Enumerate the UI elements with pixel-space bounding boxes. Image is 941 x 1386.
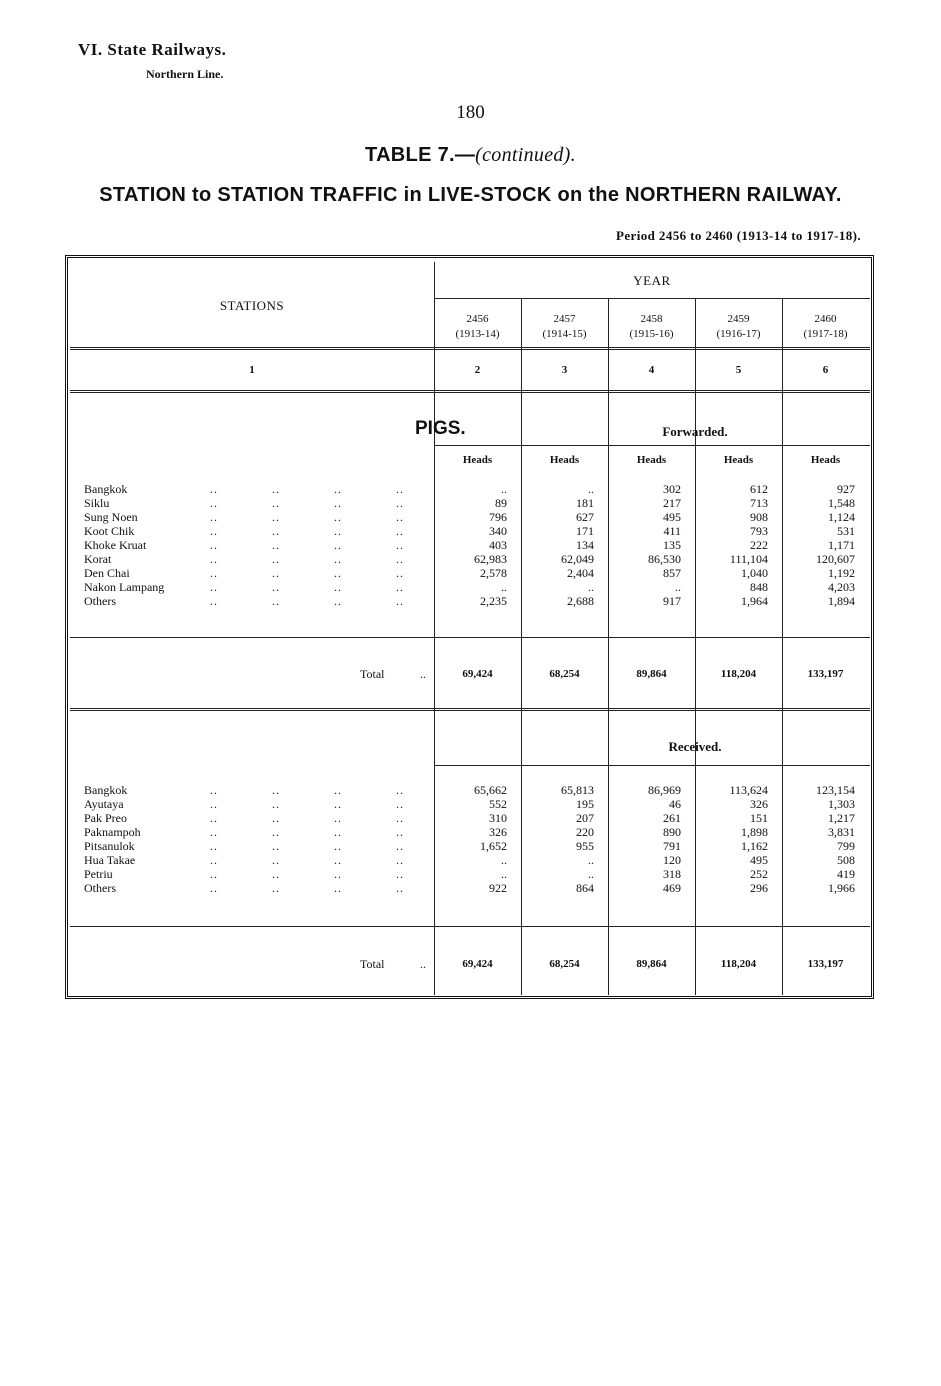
- received-value-cell: 86,969: [648, 783, 681, 797]
- forwarded-label: Forwarded.: [662, 424, 728, 439]
- table-title-prefix: TABLE 7.—: [365, 144, 476, 166]
- year-rule: [434, 298, 870, 299]
- received-value-cell: 46: [669, 797, 681, 811]
- forwarded-value-cell: 62,049: [561, 552, 594, 566]
- received-leader-dots: .. .. .. ..: [210, 853, 404, 867]
- main-title: STATION to STATION TRAFFIC in LIVE-STOCK on the NORTHERN RAILWAY.: [99, 184, 842, 206]
- received-value-cell: 123,154: [816, 783, 855, 797]
- forwarded-total-cell: 118,204: [720, 668, 757, 680]
- line-subheading: Northern Line.: [146, 67, 224, 81]
- section-heading: VI. State Railways.: [78, 40, 227, 59]
- received-value-cell: 310: [489, 811, 507, 825]
- forwarded-value-cell: 927: [837, 482, 855, 496]
- forwarded-station-name: Nakon Lampang: [84, 580, 165, 594]
- received-value-cell: 469: [663, 881, 681, 895]
- forwarded-value-cell: 793: [750, 524, 768, 538]
- received-value-cell: 955: [576, 839, 594, 853]
- forwarded-leader-dots: .. .. .. ..: [210, 482, 404, 496]
- received-value-cell: 1,898: [741, 825, 768, 839]
- received-leader-dots: .. .. .. ..: [210, 839, 404, 853]
- header-rule: [70, 347, 870, 350]
- forwarded-value-cell: 1,964: [741, 594, 768, 608]
- forwarded-value-cell: 713: [750, 496, 768, 510]
- received-value-cell: 1,303: [828, 797, 855, 811]
- year-ce: (1915-16): [629, 328, 674, 340]
- received-leader-dots: .. .. .. ..: [210, 797, 404, 811]
- received-value-cell: 922: [489, 881, 507, 895]
- forwarded-value-cell: 2,235: [480, 594, 507, 608]
- forwarded-total-dots: ..: [420, 667, 426, 681]
- received-total-label: Total: [360, 957, 385, 971]
- unit-header: Heads: [723, 454, 754, 466]
- forwarded-value-cell: 531: [837, 524, 855, 538]
- forwarded-station-name: Khoke Kruat: [84, 538, 147, 552]
- received-station-name: Hua Takae: [84, 853, 136, 867]
- received-value-cell: 65,662: [474, 783, 507, 797]
- period-caption: Period 2456 to 2460 (1913-14 to 1917-18).: [616, 228, 861, 243]
- received-total-cell: 68,254: [549, 958, 580, 970]
- year-header-cell: [695, 312, 782, 342]
- forwarded-station-name: Siklu: [84, 496, 110, 510]
- received-value-cell: 326: [750, 797, 768, 811]
- column-number: 1: [249, 364, 255, 376]
- received-label-rule: [434, 765, 870, 766]
- forwarded-value-cell: 217: [663, 496, 681, 510]
- received-leader-dots: .. .. .. ..: [210, 825, 404, 839]
- forwarded-value-cell: 62,983: [474, 552, 507, 566]
- forwarded-value-cell: ..: [501, 482, 507, 496]
- received-value-cell: 252: [750, 867, 768, 881]
- forwarded-value-cell: 403: [489, 538, 507, 552]
- forwarded-leader-dots: .. .. .. ..: [210, 580, 404, 594]
- forwarded-total-label: Total: [360, 667, 385, 681]
- received-value-cell: 220: [576, 825, 594, 839]
- forwarded-value-cell: 857: [663, 566, 681, 580]
- year-header: YEAR: [633, 273, 671, 288]
- received-value-cell: ..: [501, 867, 507, 881]
- received-value-cell: 1,966: [828, 881, 855, 895]
- forwarded-value-cell: 120,607: [816, 552, 855, 566]
- received-station-name: Pitsanulok: [84, 839, 135, 853]
- forwarded-value-cell: 171: [576, 524, 594, 538]
- received-label: Received.: [668, 739, 722, 754]
- received-value-cell: 799: [837, 839, 855, 853]
- numbers-rule: [70, 390, 870, 393]
- unit-header: Heads: [462, 454, 493, 466]
- forwarded-leader-dots: .. .. .. ..: [210, 510, 404, 524]
- forwarded-label-rule: [434, 445, 870, 446]
- forwarded-value-cell: 302: [663, 482, 681, 496]
- received-station-name: Petriu: [84, 867, 113, 881]
- forwarded-value-cell: 848: [750, 580, 768, 594]
- forwarded-value-cell: 222: [750, 538, 768, 552]
- forwarded-value-cell: ..: [501, 580, 507, 594]
- forwarded-leader-dots: .. .. .. ..: [210, 538, 404, 552]
- received-value-cell: 791: [663, 839, 681, 853]
- table-title-suffix: (continued).: [475, 144, 576, 166]
- forwarded-total-cell: 68,254: [549, 668, 580, 680]
- year-header-cell: [782, 312, 869, 342]
- forwarded-leader-dots: .. .. .. ..: [210, 524, 404, 538]
- forwarded-total-cell: 133,197: [807, 668, 844, 680]
- received-value-cell: 113,624: [729, 783, 768, 797]
- column-number: 5: [735, 364, 742, 376]
- received-value-cell: 261: [663, 811, 681, 825]
- forwarded-leader-dots: .. .. .. ..: [210, 566, 404, 580]
- unit-header: Heads: [810, 454, 841, 466]
- received-value-cell: 65,813: [561, 783, 594, 797]
- received-value-cell: ..: [588, 853, 594, 867]
- received-station-name: Others: [84, 881, 116, 895]
- received-total-cell: 133,197: [807, 958, 844, 970]
- forwarded-value-cell: 1,548: [828, 496, 855, 510]
- forwarded-total-rule: [70, 708, 870, 711]
- received-value-cell: 195: [576, 797, 594, 811]
- forwarded-value-cell: 4,203: [828, 580, 855, 594]
- received-total-cell: 89,864: [636, 958, 667, 970]
- forwarded-value-cell: 1,171: [828, 538, 855, 552]
- year-ce: (1913-14): [455, 328, 500, 340]
- forwarded-value-cell: 340: [489, 524, 507, 538]
- commodity-label: PIGS.: [415, 418, 466, 439]
- year-header-cell: [434, 312, 521, 342]
- received-value-cell: 508: [837, 853, 855, 867]
- unit-header: Heads: [636, 454, 667, 466]
- forwarded-station-name: Others: [84, 594, 116, 608]
- received-station-name: Bangkok: [84, 783, 128, 797]
- received-value-cell: ..: [501, 853, 507, 867]
- received-leader-dots: .. .. .. ..: [210, 881, 404, 895]
- forwarded-value-cell: 908: [750, 510, 768, 524]
- forwarded-total-cell: 89,864: [636, 668, 667, 680]
- forwarded-station-name: Koot Chik: [84, 524, 135, 538]
- forwarded-value-cell: 2,404: [567, 566, 594, 580]
- forwarded-station-name: Sung Noen: [84, 510, 138, 524]
- forwarded-value-cell: 134: [576, 538, 594, 552]
- received-station-name: Pak Preo: [84, 811, 127, 825]
- received-leader-dots: .. .. .. ..: [210, 867, 404, 881]
- received-value-cell: 318: [663, 867, 681, 881]
- year-ce: (1917-18): [803, 328, 848, 340]
- received-station-name: Paknampoh: [84, 825, 141, 839]
- received-value-cell: ..: [588, 867, 594, 881]
- column-number: 6: [822, 364, 829, 376]
- year-ce: (1914-15): [542, 328, 587, 340]
- stations-header: STATIONS: [219, 298, 285, 313]
- year-ce: (1916-17): [716, 328, 761, 340]
- forwarded-station-name: Den Chai: [84, 566, 130, 580]
- received-value-cell: 120: [663, 853, 681, 867]
- received-value-cell: 3,831: [828, 825, 855, 839]
- forwarded-value-cell: 89: [495, 496, 507, 510]
- forwarded-station-name: Korat: [84, 552, 112, 566]
- received-total-dots: ..: [420, 957, 426, 971]
- year-be: 2460: [814, 313, 837, 325]
- forwarded-leader-dots: .. .. .. ..: [210, 594, 404, 608]
- received-body-rule: [70, 926, 870, 927]
- year-be: 2456: [466, 313, 489, 325]
- year-be: 2459: [727, 313, 750, 325]
- forwarded-value-cell: 411: [663, 524, 681, 538]
- column-number: 4: [648, 364, 655, 376]
- unit-header: Heads: [549, 454, 580, 466]
- forwarded-station-name: Bangkok: [84, 482, 128, 496]
- column-number: 3: [561, 364, 568, 376]
- received-value-cell: 296: [750, 881, 768, 895]
- forwarded-value-cell: 917: [663, 594, 681, 608]
- forwarded-value-cell: 627: [576, 510, 594, 524]
- received-value-cell: 1,217: [828, 811, 855, 825]
- forwarded-leader-dots: .. .. .. ..: [210, 552, 404, 566]
- received-value-cell: 552: [489, 797, 507, 811]
- forwarded-leader-dots: .. .. .. ..: [210, 496, 404, 510]
- year-header-cell: [521, 312, 608, 342]
- forwarded-body-rule: [70, 637, 870, 638]
- received-value-cell: 1,162: [741, 839, 768, 853]
- column-number: 2: [474, 364, 481, 376]
- forwarded-value-cell: ..: [588, 482, 594, 496]
- forwarded-value-cell: 1,040: [741, 566, 768, 580]
- year-header-cell: [608, 312, 695, 342]
- received-value-cell: 419: [837, 867, 855, 881]
- forwarded-value-cell: 495: [663, 510, 681, 524]
- forwarded-value-cell: 135: [663, 538, 681, 552]
- year-be: 2457: [553, 313, 576, 325]
- received-value-cell: 495: [750, 853, 768, 867]
- forwarded-value-cell: ..: [675, 580, 681, 594]
- table-title: [0, 144, 941, 167]
- received-total-cell: 69,424: [462, 958, 493, 970]
- forwarded-total-cell: 69,424: [462, 668, 493, 680]
- forwarded-value-cell: 86,530: [648, 552, 681, 566]
- received-total-cell: 118,204: [720, 958, 757, 970]
- received-value-cell: 326: [489, 825, 507, 839]
- forwarded-value-cell: 111,104: [729, 552, 768, 566]
- received-station-name: Ayutaya: [84, 797, 124, 811]
- forwarded-value-cell: 2,688: [567, 594, 594, 608]
- received-value-cell: 151: [750, 811, 768, 825]
- received-value-cell: 207: [576, 811, 594, 825]
- forwarded-value-cell: ..: [588, 580, 594, 594]
- forwarded-value-cell: 612: [750, 482, 768, 496]
- forwarded-value-cell: 1,894: [828, 594, 855, 608]
- year-be: 2458: [640, 313, 663, 325]
- received-value-cell: 864: [576, 881, 594, 895]
- forwarded-value-cell: 181: [576, 496, 594, 510]
- forwarded-value-cell: 796: [489, 510, 507, 524]
- forwarded-value-cell: 1,192: [828, 566, 855, 580]
- received-leader-dots: .. .. .. ..: [210, 811, 404, 825]
- page-number: 180: [456, 102, 485, 123]
- received-leader-dots: .. .. .. ..: [210, 783, 404, 797]
- forwarded-value-cell: 1,124: [828, 510, 855, 524]
- received-value-cell: 890: [663, 825, 681, 839]
- received-value-cell: 1,652: [480, 839, 507, 853]
- forwarded-value-cell: 2,578: [480, 566, 507, 580]
